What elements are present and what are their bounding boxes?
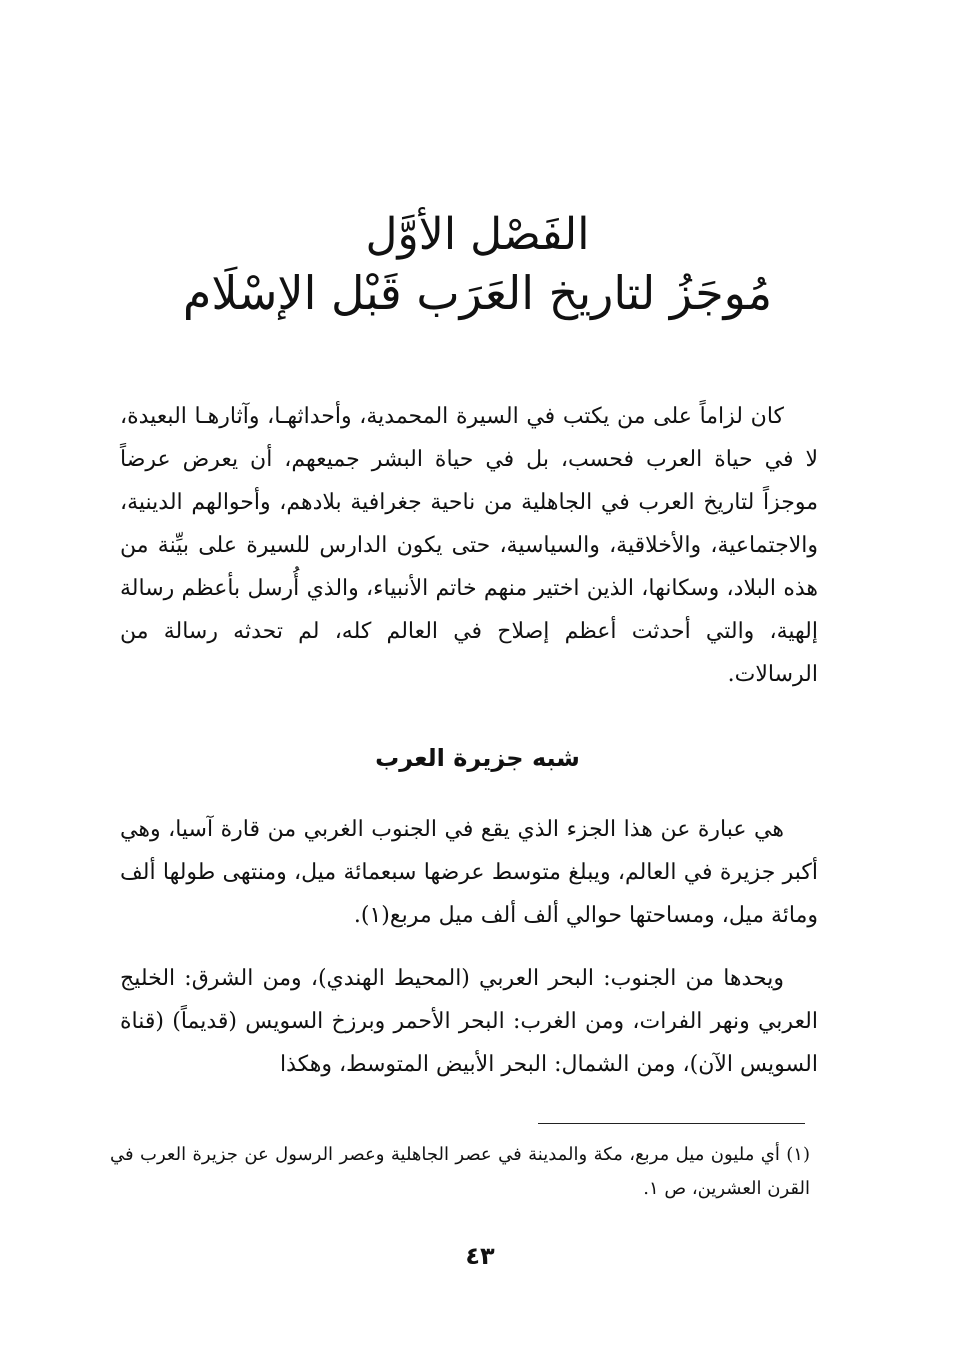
section-paragraph-1-text: هي عبارة عن هذا الجزء الذي يقع في الجنوب الغربي من قارة آسيا، وهي أكبر جزيرة في العالم، ويبلغ متوسط عرضها سبعمائة ميل، ومنتهى طولها ألف ومائة ميل، ومساحتها حوالي ألف ألف ميل مربع(١). <box>120 817 818 928</box>
intro-paragraph-text: كان لزاماً على من يكتب في السيرة المحمدية، وأحداثهـا، وآثارهـا البعيدة، لا في حياة العرب فحسب، بل في حياة البشر جميعهم، أن يعرض عرضاً موجزاً لتاريخ العرب في الجاهلية من ناحية جغرافية بلادهم، وأحوالهم الدينية، والاجتماعية، والأخلاقية، والسياسية، حتى يكون الدارس للسيرة على بيِّنة من هذه البلاد، وسكانها، الذين اختير منهم خاتم الأنبياء، والذي أُرسل بأعظم رسالة إلهية، والتي أحدثت أعظم إصلاح في العالم كله، لم تحدثه رسالة من الرسالات. <box>120 404 818 687</box>
section-paragraph-1 <box>120 808 818 937</box>
page-number: ٤٣ <box>465 1242 495 1270</box>
chapter-subtitle: مُوجَزُ لتاريخ العَرَب قَبْل الإسْلَام <box>182 266 773 320</box>
section-paragraph-2-text: ويحدها من الجنوب: البحر العربي (المحيط الهندي)، ومن الشرق: الخليج العربي ونهر الفرات، ومن الغرب: البحر الأحمر وبرزخ السويس (قديماً) (قناة السويس الآن)، ومن الشمال: البحر الأبيض المتوسط، وهكذا <box>120 966 818 1077</box>
footnote-divider <box>538 1123 805 1124</box>
section-heading: شبه جزيرة العرب <box>375 744 580 772</box>
footnote: (١) أي مليون ميل مربع، مكة والمدينة في عصر الجاهلية وعصر الرسول عن جزيرة العرب في القرن العشرين، ص ١. <box>110 1144 810 1199</box>
section-paragraph-2 <box>120 957 818 1086</box>
intro-paragraph <box>120 395 818 696</box>
chapter-title: الفَصْل الأوَّل <box>365 209 590 260</box>
